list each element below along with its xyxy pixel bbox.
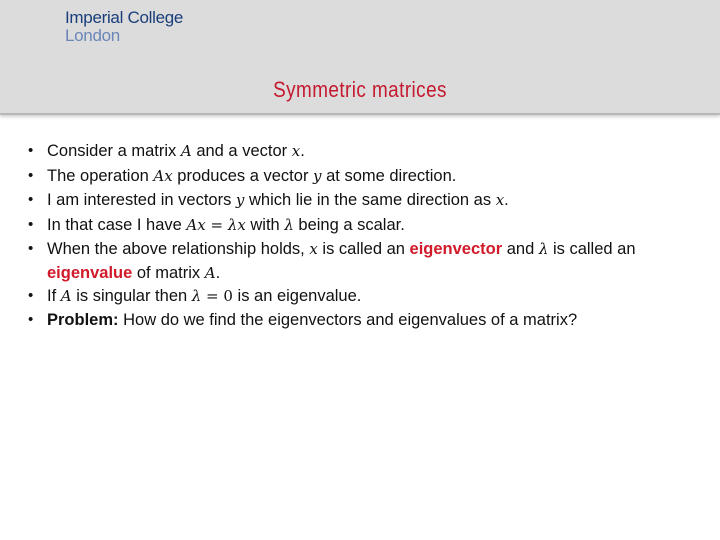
bullet-dot: •	[28, 215, 34, 233]
math: y	[313, 166, 322, 185]
math: A	[180, 142, 192, 160]
text: with	[245, 215, 285, 234]
bullet-dot: •	[28, 240, 34, 257]
math: λ	[284, 215, 294, 234]
text: at some direction.	[321, 166, 457, 185]
text: .	[300, 142, 305, 160]
text: In that case I have	[47, 215, 187, 234]
logo-line-2: London	[65, 26, 120, 45]
continuation-line	[47, 262, 706, 284]
bullet-dot: •	[28, 142, 34, 159]
text: If	[47, 286, 61, 305]
text: The operation	[47, 166, 154, 185]
math: Ax	[186, 215, 206, 234]
bullet-item	[26, 284, 706, 309]
math: x	[291, 142, 301, 160]
text: is singular then	[71, 286, 192, 305]
text: I am interested in vectors	[47, 191, 236, 209]
bullet-item	[26, 213, 706, 238]
highlight-eigenvalue: eigenvalue	[47, 263, 133, 282]
text: and a vector	[191, 142, 292, 160]
slide-header	[0, 0, 720, 115]
text: .	[504, 191, 509, 209]
logo-line-1: Imperial College	[65, 8, 184, 27]
bullet-dot: •	[28, 311, 34, 328]
bullet-dot: •	[28, 286, 34, 304]
bullet-item	[26, 188, 706, 213]
math-equals: = 0	[201, 286, 233, 305]
bullet-item	[26, 237, 706, 284]
slide-content	[26, 139, 706, 333]
text: produces a vector	[172, 166, 314, 185]
math: λ	[191, 286, 202, 305]
problem-label: Problem:	[47, 311, 119, 329]
text: .	[215, 263, 221, 282]
text: is an eigenvalue.	[232, 286, 362, 305]
text: and	[502, 240, 539, 258]
bullet-list	[26, 139, 706, 333]
text: being a scalar.	[293, 215, 405, 234]
math: λ	[538, 240, 549, 258]
bullet-dot: •	[28, 191, 34, 208]
bullet-item	[26, 164, 706, 189]
text: which lie in the same direction as	[244, 191, 496, 209]
math: A	[60, 286, 72, 305]
text: of matrix	[132, 263, 205, 282]
math: y	[235, 191, 245, 209]
math: A	[204, 263, 216, 282]
text: How do we find the eigenvectors and eigenvalues of a matrix?	[118, 311, 578, 329]
math: Ax	[153, 166, 173, 185]
math: x	[309, 240, 318, 258]
text: is called an	[317, 240, 410, 258]
slide-title: Symmetric matrices	[273, 77, 447, 102]
text: When the above relationship holds,	[47, 240, 310, 258]
math: x	[495, 191, 505, 209]
bullet-item	[26, 308, 706, 333]
bullet-dot: •	[28, 166, 34, 184]
text: Consider a matrix	[47, 142, 181, 160]
text: is called an	[548, 240, 636, 258]
math-equals: =	[205, 215, 228, 234]
highlight-eigenvector: eigenvector	[409, 240, 503, 258]
imperial-college-logo	[65, 9, 183, 45]
math: λx	[227, 215, 246, 234]
bullet-item	[26, 139, 706, 164]
